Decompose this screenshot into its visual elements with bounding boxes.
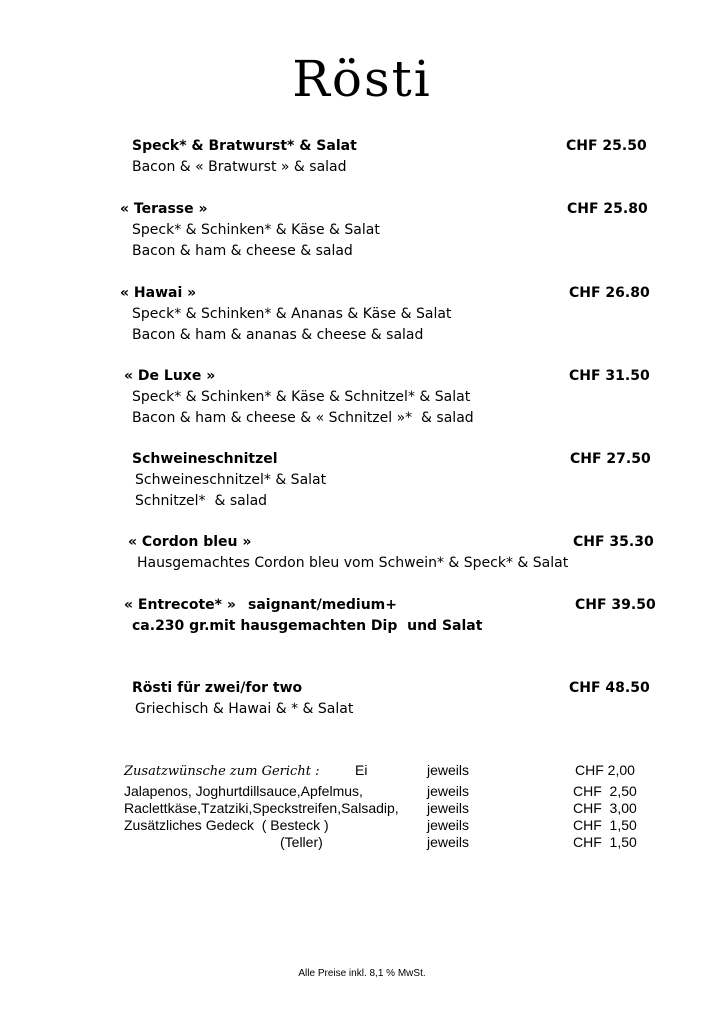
extras-item: Ei (355, 762, 368, 778)
extras-each: jeweils (427, 762, 470, 778)
item-description: Bacon & ham & cheese & salad (132, 243, 353, 259)
extras-each: jeweils (427, 783, 470, 799)
page-title: Rösti (292, 50, 432, 108)
item-description: Speck* & Schinken* & Ananas & Käse & Salat (132, 306, 452, 322)
item-price: CHF 48.50 (569, 680, 650, 696)
extras-price: CHF 1,50 (573, 834, 637, 850)
extras-price: CHF 2,00 (575, 762, 635, 778)
extras-each: jeweils (427, 817, 470, 833)
item-description: Speck* & Schinken* & Käse & Salat (132, 222, 380, 238)
item-price: CHF 26.80 (569, 285, 650, 301)
item-description: Speck* & Schinken* & Käse & Schnitzel* & Salat (132, 389, 471, 405)
item-description: Schnitzel* & salad (135, 493, 268, 509)
item-description: Hausgemachtes Cordon bleu vom Schwein* & Speck* & Salat (137, 555, 569, 571)
item-name: Schweineschnitzel (132, 451, 278, 467)
vat-footer: Alle Preise inkl. 8,1 % MwSt. (298, 968, 426, 979)
item-price: CHF 35.30 (573, 534, 654, 550)
item-name: Speck* & Bratwurst* & Salat (132, 138, 357, 154)
extras-each: jeweils (427, 834, 470, 850)
item-description: Schweineschnitzel* & Salat (135, 472, 327, 488)
item-name: « Terasse » (120, 201, 208, 217)
extras-price: CHF 1,50 (573, 817, 637, 833)
item-name: Rösti für zwei/for two (132, 680, 303, 696)
item-name: « Hawai » (120, 285, 197, 301)
extras-item: Jalapenos, Joghurtdillsauce,Apfelmus, (124, 783, 363, 799)
item-name: « Cordon bleu » (128, 534, 252, 550)
item-name: « De Luxe » (124, 368, 216, 384)
item-price: CHF 39.50 (575, 597, 656, 613)
extras-each: jeweils (427, 800, 470, 816)
item-price: CHF 25.50 (566, 138, 647, 154)
item-description: Bacon & « Bratwurst » & salad (132, 159, 347, 175)
item-description: Bacon & ham & cheese & « Schnitzel »* & salad (132, 410, 474, 426)
extras-item: Zusätzliches Gedeck ( Besteck ) (124, 817, 329, 833)
extras-item: Raclettkäse,Tzatziki,Speckstreifen,Salsadip, (124, 800, 399, 816)
item-price: CHF 31.50 (569, 368, 650, 384)
item-name: « Entrecote* » (124, 597, 236, 613)
item-note: saignant/medium+ (248, 597, 397, 613)
item-description: ca.230 gr.mit hausgemachten Dip und Salat (132, 618, 483, 634)
extras-price: CHF 2,50 (573, 783, 637, 799)
item-price: CHF 27.50 (570, 451, 651, 467)
extras-heading: Zusatzwünsche zum Gericht : (124, 764, 320, 779)
extras-price: CHF 3,00 (573, 800, 637, 816)
extras-item: (Teller) (280, 834, 323, 850)
item-description: Griechisch & Hawai & * & Salat (135, 701, 354, 717)
item-price: CHF 25.80 (567, 201, 648, 217)
item-description: Bacon & ham & ananas & cheese & salad (132, 327, 424, 343)
